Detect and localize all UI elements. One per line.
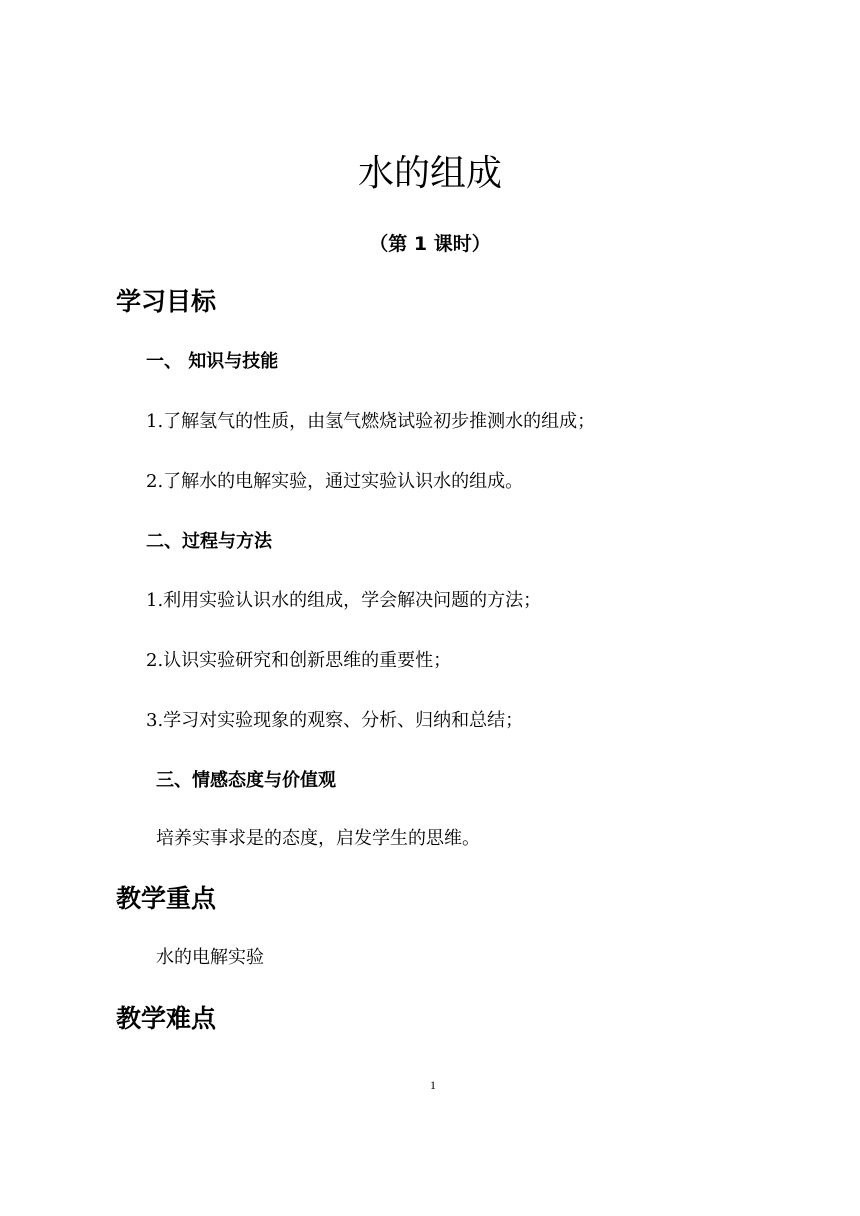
list-item-knowledge-1: 1.了解氢气的性质，由氢气燃烧试验初步推测水的组成； — [146, 411, 596, 432]
section-heading-difficulties: 教学难点 — [116, 1004, 217, 1033]
document-title: 水的组成 — [357, 153, 502, 194]
list-item-process-2: 2.认识实验研究和创新思维的重要性； — [146, 650, 452, 671]
page-number: 1 — [430, 1078, 436, 1092]
section-heading-key-points: 教学重点 — [116, 884, 217, 913]
list-item-knowledge-2: 2.了解水的电解实验，通过实验认识水的组成。 — [146, 471, 524, 492]
section-heading-objectives: 学习目标 — [116, 287, 217, 316]
paragraph-emotion-values: 培养实事求是的态度，启发学生的思维。 — [156, 828, 480, 849]
list-item-process-3: 3.学习对实验现象的观察、分析、归纳和总结； — [146, 710, 524, 731]
subheading-emotion-values: 三、情感态度与价值观 — [156, 770, 336, 791]
document-subtitle: （第 1 课时） — [369, 233, 491, 255]
subheading-process-methods: 二、过程与方法 — [146, 531, 272, 552]
paragraph-key-points: 水的电解实验 — [156, 947, 264, 968]
subheading-knowledge-skills: 一、 知识与技能 — [146, 351, 279, 372]
list-item-process-1: 1.利用实验认识水的组成，学会解决问题的方法； — [146, 590, 542, 611]
